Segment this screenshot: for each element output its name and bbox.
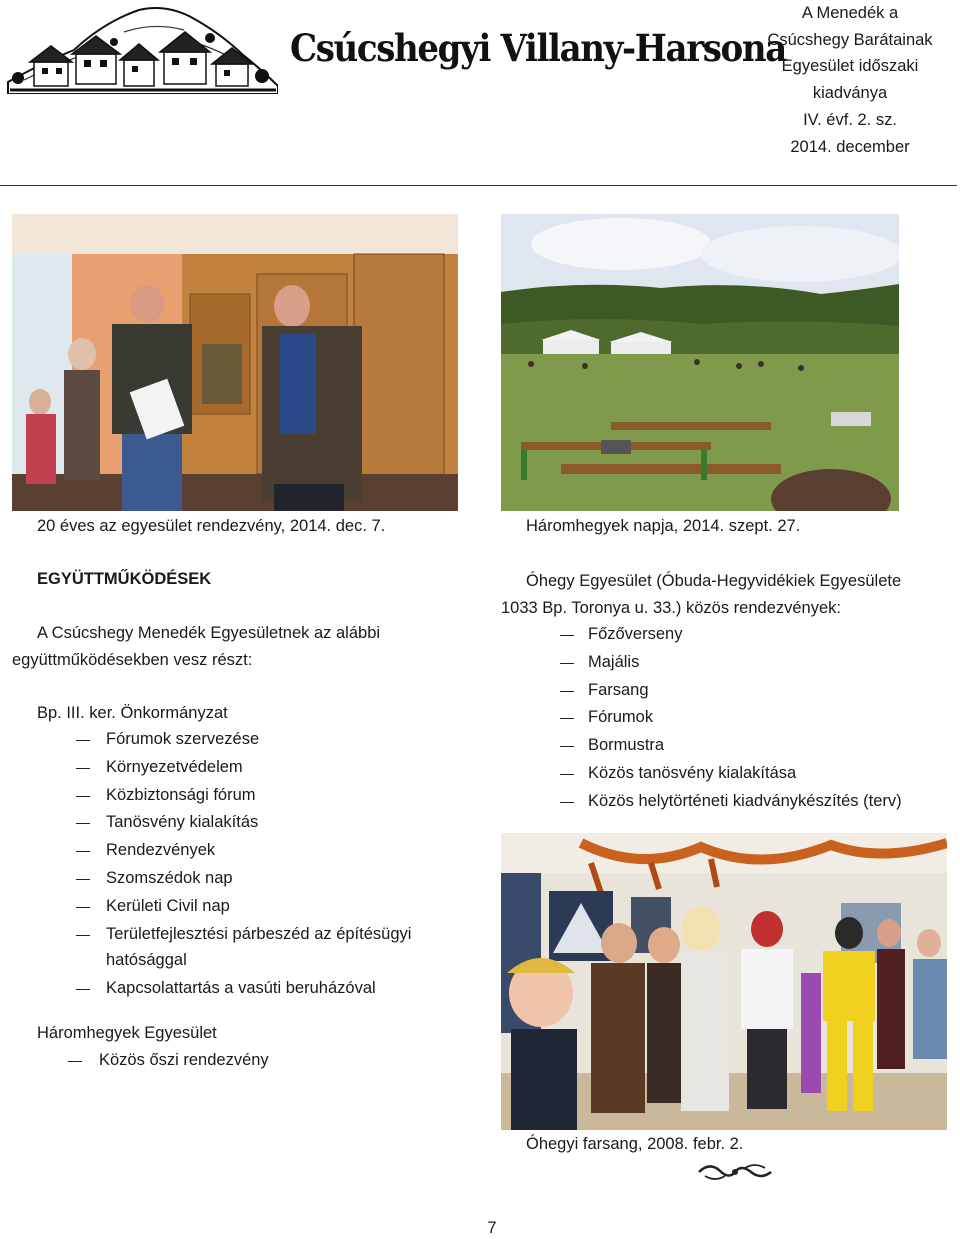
dash-bullet	[560, 691, 574, 692]
list-item-label: Tanösvény kialakítás	[106, 813, 259, 832]
partner-heading: Bp. III. ker. Önkormányzat	[37, 704, 228, 722]
list-item	[556, 621, 956, 649]
anniversary-event-photo	[12, 214, 458, 511]
intro-text: együttműködésekben vesz részt:	[12, 651, 253, 669]
issue-line: IV. évf. 2. sz.	[803, 110, 897, 129]
dash-bullet	[560, 746, 574, 747]
list-item	[66, 1047, 366, 1075]
list-item-label: Rendezvények	[106, 841, 216, 860]
list-item	[68, 975, 468, 1003]
list-item-label: Kapcsolattartás a vasúti beruházóval	[106, 978, 376, 997]
list-item	[68, 809, 468, 837]
list-item-label: Fórumok	[588, 708, 654, 727]
list-item-label: Fórumok szervezése	[106, 730, 260, 748]
list-item-label: Közös tanösvény kialakítása	[588, 763, 797, 782]
list-item-label: Területfejlesztési párbeszéd az építésügyi hatósággal	[106, 924, 412, 969]
dash-bullet	[76, 851, 90, 852]
list-item	[68, 754, 468, 782]
harom-hegyek-day-photo	[501, 214, 899, 511]
dash-bullet	[76, 796, 90, 797]
list-item	[68, 921, 436, 973]
newsletter-logo-village-drawing	[4, 2, 278, 94]
intro-text: 1033 Bp. Toronya u. 33.) közös rendezvények:	[501, 599, 841, 617]
issue-info	[745, 0, 955, 160]
dash-bullet	[76, 740, 90, 741]
list-item	[68, 726, 468, 754]
list-item	[68, 782, 468, 810]
list-item-label: Közös helytörténeti kiadványkészítés (terv)	[588, 791, 902, 810]
photo-caption: 20 éves az egyesület rendezvény, 2014. dec. 7.	[37, 517, 386, 535]
list-item-label: Farsang	[588, 680, 649, 699]
list-item-label: Majális	[588, 652, 640, 671]
ohegy-events-list	[556, 621, 956, 816]
header-divider	[0, 185, 957, 186]
dash-bullet	[68, 1061, 82, 1062]
dash-bullet	[76, 935, 90, 936]
dash-bullet	[76, 768, 90, 769]
dash-bullet	[76, 989, 90, 990]
carnival-photo	[501, 833, 947, 1130]
intro-text: A Csúcshegy Menedék Egyesületnek az alábbi	[37, 624, 381, 642]
list-item	[556, 732, 956, 760]
dash-bullet	[560, 718, 574, 719]
dash-bullet	[560, 635, 574, 636]
dash-bullet	[560, 802, 574, 803]
intro-text: Óhegy Egyesület (Óbuda-Hegyvidékiek Egyesülete	[526, 572, 902, 590]
issue-line: kiadványa	[812, 84, 888, 103]
page-number: 7	[487, 1219, 497, 1237]
issue-line: Csúcshegy Barátainak	[767, 30, 933, 49]
list-item-label: Főzőverseny	[588, 625, 683, 643]
list-item	[556, 788, 956, 816]
issue-line: 2014. december	[790, 137, 910, 156]
partner-heading: Háromhegyek Egyesület	[37, 1024, 217, 1042]
decorative-flourish-icon	[695, 1160, 775, 1184]
photo-caption: Háromhegyek napja, 2014. szept. 27.	[526, 517, 801, 535]
photo-caption: Óhegyi farsang, 2008. febr. 2.	[526, 1135, 744, 1153]
list-item-label: Közös őszi rendezvény	[99, 1051, 269, 1069]
list-item-label: Környezetvédelem	[106, 757, 243, 776]
list-item	[556, 649, 956, 677]
municipality-cooperation-list	[68, 726, 468, 1002]
issue-line: Egyesület időszaki	[781, 57, 919, 76]
dash-bullet	[76, 823, 90, 824]
issue-line: A Menedék a	[801, 4, 899, 22]
list-item	[556, 760, 956, 788]
dash-bullet	[560, 663, 574, 664]
list-item-label: Kerületi Civil nap	[106, 896, 230, 915]
list-item-label: Közbiztonsági fórum	[106, 785, 256, 804]
list-item-label: Bormustra	[588, 736, 665, 755]
section-heading: EGYÜTTMŰKÖDÉSEK	[37, 570, 212, 588]
list-item	[68, 837, 468, 865]
list-item	[68, 893, 468, 921]
list-item	[68, 865, 468, 893]
dash-bullet	[76, 879, 90, 880]
newsletter-title: Csúcshegyi Villany-Harsona	[290, 26, 786, 70]
harom-hegyek-cooperation-list	[66, 1047, 366, 1075]
list-item	[556, 704, 956, 732]
list-item-label: Szomszédok nap	[106, 868, 233, 887]
dash-bullet	[560, 774, 574, 775]
list-item	[556, 677, 956, 705]
dash-bullet	[76, 907, 90, 908]
